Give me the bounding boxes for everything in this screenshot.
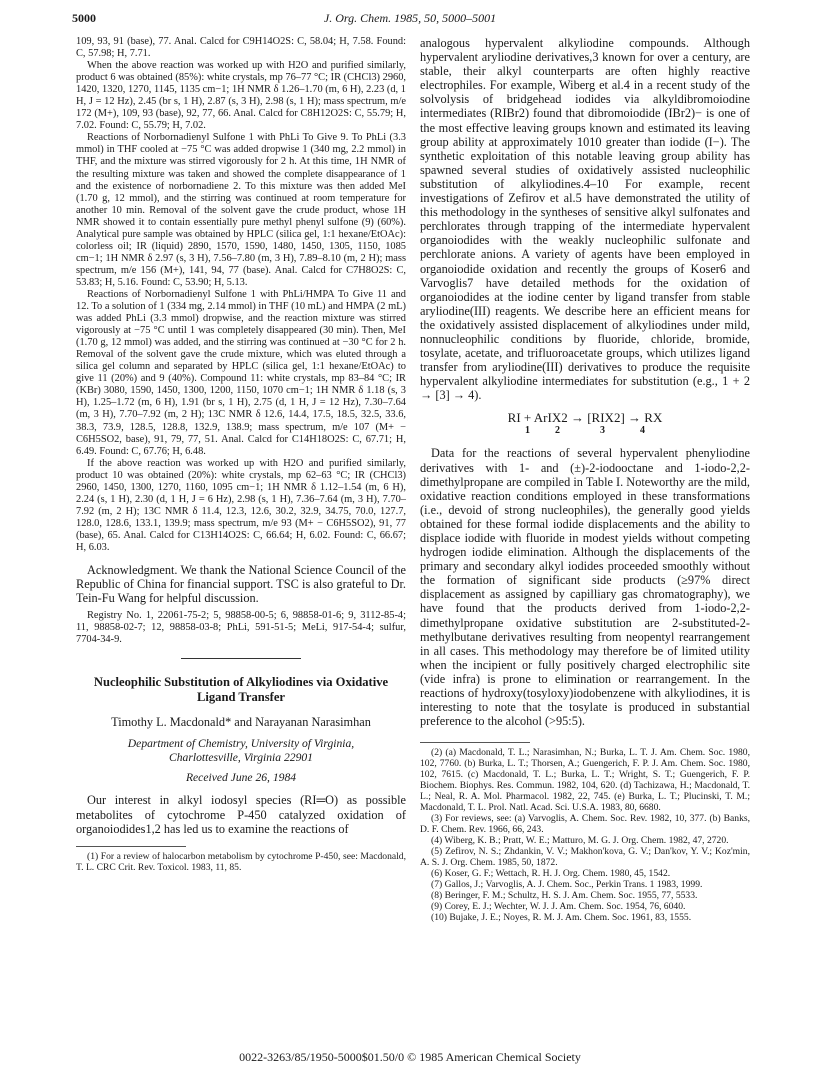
page-number: 5000: [72, 11, 96, 25]
reference-item: (9) Corey, E. J.; Wechter, W. J. J. Am. Chem. Soc. 1954, 76, 6040.: [431, 901, 686, 913]
registry-numbers: Registry No. 1, 22061-75-2; 5, 98858-00-5; 6, 98858-01-6; 9, 3112-85-4; 11, 98858-02-7; 12, 98858-03-8; PhLi, 591-51-5; MeLi, 917-54-4; sulfur, 7704-34-9.: [76, 610, 406, 646]
experimental-paragraph: Reactions of Norbornadienyl Sulfone 1 with PhLi To Give 9. To PhLi (3.3 mmol) in THF cooled at −75 °C was added dropwise 1 (340 mg, 2.2 mmol) in THF, and the mixture was stirred vigorously for 2 h. At this time, 1H NMR of the resulting mixture was taken and showed the complete disappearance of 1 and the existence of norbornadiene 2. To this mixture was then added MeI (1.70 g, 12 mmol), and the stirring was continued at room temperature for another 10 min. Removal of the solvent gave the crude product, whose 1H NMR showed it to contain essentially pure methyl phenyl sulfone (9) (60%). Analytical pure sample was obtained by HPLC (silica gel, 1:1 hexane/EtOAc): colorless oil; IR (liquid) 2890, 1570, 1590, 1480, 1450, 1305, 1150, 1085 cm−1; 1H NMR δ 2.97 (s, 3 H), 7.56–7.80 (m, 3 H), 7.89–8.10 (m, 2 H); mass spectrum, m/e 156 (M+), 141, 94, 77 (base). Anal. Calcd for C7H8O2S: C, 53.83; H, 5.16. Found: C, 53.90; H, 5.13.: [76, 132, 406, 288]
running-header: [72, 11, 748, 27]
body-paragraph: Data for the reactions of several hypervalent phenyliodine derivatives with 1- and (±)-2-iodooctane and 1-iodo-2,2-dimethylpropane are compiled in Table I. Noteworthy are the mild, oxidative reaction conditions employed in these transformations (i.e., devoid of strong nucleophiles), the generally good yields obtained for these formal iodide displacements and the ability to displace iodide with fluoride in modest yields without competing hydrogen iodide elimination. Although the displacements of the primary and secondary alkyl iodides proceeded smoothly without the formation of significant side products (≥97% direct displacement as assigned by capilliary gas chromatography), we have found that the products derived from 1-iodo-2,2-dimethylpropane oxidative substitution are 2-substituted-2-methylbutane derivatives resulting from neopentyl rearrangement in all cases. This methodology may therefore be of limited utility when the incipient or fully positively charged electrophilic site (vide infra) is prone to elimination or rearrangement. In the reactions of hydroxy(tosyloxy)iodobenzene with alkyliodines, it is interesting to note that the tosylate is produced in substantial preference to the alcohol (>95:5).: [420, 446, 750, 729]
footnote-rule: [76, 846, 186, 847]
body-paragraph: analogous hypervalent alkyliodine compounds. Although hypervalent aryliodine derivatives,3 known for over a century, are stable, their alkyl counterparts are often highly reactive electrophiles. For example, Wiberg et al.4 in a recent study of the solvolysis of bridgehead iodides via alkyldibromoiodine intermediates (RIBr2) found that dibromoiodide (IBr2)− is one of the most effective leaving groups known and estimated its leaving group ability at approximately 1010 greater than iodide (I−). The synthetic exploitation of this notable leaving group ability has spawned several studies of oxidatively assisted nucleophilic substitution of alkyliodines.4–10 For example, recent investigations of Zefirov et al.5 have demonstrated the utility of this methodology in the syntheses of sensitive alkyl sulfonates and perchlorates through trapping of the intermediate hypervalent organoiodides with the weakly nucleophilic sulfonate and perchlorate anions. A variety of agents have been employed in organoiodide oxidation and recently the groups of Koser6 and Varvoglis7 have detailed methods for the oxidation of organoiodides at the iodine center by ligand transfer from stable aryliodine(III) reagents. We describe here an efficient means for the oxidatively assisted displacement of alkyliodines under mild, nonnucleophilic conditions by fluoride, chloride, bromide, tosylate, acetate, and trifluoroacetate groups, which utilizes ligand transfer from aryliodine(III) derivatives to produce the requisite hypervalent alkyliodine intermediates for substitution (e.g., 1 + 2 → [3] → 4).: [420, 36, 750, 403]
experimental-paragraph: When the above reaction was worked up with H2O and purified similarly, product 6 was obtained (85%): white crystals, mp 76–77 °C; IR (CHCl3) 2960, 1420, 1320, 1270, 1145, 1135 cm−1; 1H NMR δ 1.26–1.70 (m, 6 H), 2.23 (d, 1 H, J = 12 Hz), 2.45 (br s, 1 H), 2.87 (s, 3 H), 2.98 (s, 1 H); mass spectrum, m/e 172 (M+), 109, 93 (base), 92, 77, 66. Anal. Calcd for C8H12O2S: C, 55.79; H, 7.02. Found: C, 55.79; H, 7.02.: [76, 60, 406, 132]
page-footer: 0022-3263/85/1950-5000$01.50/0 © 1985 American Chemical Society: [239, 1050, 581, 1064]
left-column: [76, 36, 406, 873]
reference-item: (6) Koser, G. F.; Wettach, R. H. J. Org. Chem. 1980, 45, 1542.: [431, 868, 671, 880]
footnote-rule: [420, 742, 530, 743]
experimental-paragraph: Reactions of Norbornadienyl Sulfone 1 with PhLi/HMPA To Give 11 and 12. To a solution of 1 (334 mg, 2.14 mmol) in THF (10 mL) and HMPA (2 mL) was added PhLi (3.3 mmol) dropwise, and the reaction mixture was stirred vigorously at −75 °C until 1 was completely disappeared (30 min). Then, MeI (1.70 g, 12 mmol) was added, and the stirring was continued at −30 °C for 2 h. Removal of the solvent gave the crude mixture, which was eluted through a silica gel column and separated by HPLC (silica gel, 1:1 hexane/EtOAc) to give 11 (20%) and 9 (40%). Compound 11: white crystals, mp 83–84 °C; IR (KBr) 3080, 1590, 1450, 1300, 1200, 1150, 1070 cm−1; 1H NMR δ 1.18 (s, 3 H), 1.25–1.72 (m, 6 H), 1.91 (br s, 1 H), 2.75 (d, 1 H, J = 12 Hz), 7.30–7.64 (m, 3 H), 7.70–7.92 (m, 2 H); 13C NMR δ 12.6, 14.4, 17.5, 18.5, 32.5, 33.6, 38.3, 73.9, 128.5, 128.8, 132.9, 138.9; mass spectrum, m/e 107 (M+ − C6H5SO2, base), 91, 79, 77, 51. Anal. Calcd for C14H18O2S: C, 67.71; H, 6.49. Found: C, 67.76; H, 6.48.: [76, 288, 406, 457]
reference-item: (10) Bujake, J. E.; Noyes, R. M. J. Am. Chem. Soc. 1961, 83, 1555.: [431, 912, 692, 924]
experimental-paragraph: 109, 93, 91 (base), 77. Anal. Calcd for C9H14O2S: C, 58.04; H, 7.58. Found: C, 57.98; H, 7.71.: [76, 36, 406, 60]
affiliation-line: Charlottesville, Virginia 22901: [169, 750, 313, 764]
affiliation-line: Department of Chemistry, University of Virginia,: [127, 737, 355, 751]
journal-citation: J. Org. Chem. 1985, 50, 5000–5001: [323, 11, 497, 25]
right-column: [420, 36, 750, 923]
article-authors: Timothy L. Macdonald* and Narayanan Narasimhan: [111, 715, 371, 730]
article-title: Nucleophilic Substitution of Alkyliodines via Oxidative Ligand Transfer: [93, 675, 389, 705]
reference-item: (5) Zefirov, N. S.; Zhdankin, V. V.; Makhon'kova, G. V.; Dan'kov, Y. V.; Koz'min, A. S. J. Org. Chem. 1985, 50, 1872.: [420, 846, 750, 869]
reference-item: (8) Beringer, F. M.; Schultz, H. S. J. Am. Chem. Soc. 1955, 77, 5533.: [431, 890, 698, 902]
section-divider: [181, 658, 301, 659]
experimental-section: [76, 36, 406, 554]
author-affiliation: [76, 737, 406, 764]
reference-item: (2) (a) Macdonald, T. L.; Narasimhan, N.; Burka, L. T. J. Am. Chem. Soc. 1980, 102, 7760. (b) Burka, L. T.; Thorsen, A.; Guengerich, F. P. J. Am. Chem. Soc. 1980, 102, 7615. (c) Macdonald, T. L.; Burka, L. T.; Wright, S. T.; Guengerich, F. P. Biochem. Biophys. Res. Commun. 1982, 104, 620. (d) Tachizawa, H.; Macdonald, T. L.; Neal, R. A. Mol. Pharmacol. 1982, 22, 745. (e) Burka, L. T.; Plucinski, T. M.; Macdonald, T. L. Prol. Natl. Acad. Sci. U.S.A. 1983, 80, 6680.: [420, 747, 750, 814]
reaction-equation: RI + ArIX2 → [RIX2] → RX: [507, 410, 663, 426]
equation-compound-numbers: 1 2 3 4: [525, 425, 645, 437]
reference-item: (3) For reviews, see: (a) Varvoglis, A. Chem. Soc. Rev. 1982, 10, 377. (b) Banks, D. F. Chem. Rev. 1966, 66, 243.: [420, 813, 750, 836]
footnote-1: (1) For a review of halocarbon metabolism by cytochrome P-450, see: Macdonald, T. L. CRC Crit. Rev. Toxicol. 1983, 11, 85.: [76, 850, 406, 873]
reference-item: (4) Wiberg, K. B.; Pratt, W. E.; Matturo, M. G. J. Org. Chem. 1982, 47, 2720.: [431, 835, 729, 847]
acknowledgment: Acknowledgment. We thank the National Science Council of the Republic of China for financial support. TSC is also grateful to Dr. Tein-Fu Wang for helpful discussion.: [76, 563, 406, 606]
reference-item: (7) Gallos, J.; Varvoglis, A. J. Chem. Soc., Perkin Trans. 1 1983, 1999.: [431, 879, 703, 891]
references-list: [420, 747, 750, 923]
intro-paragraph: Our interest in alkyl iodosyl species (RI═O) as possible metabolites of cytochrome P-450 catalyzed oxidation of organoiodides1,2 has led us to examine the reactions of: [76, 793, 406, 836]
received-date: Received June 26, 1984: [185, 771, 297, 785]
experimental-paragraph: If the above reaction was worked up with H2O and purified similarly, product 10 was obtained (20%): white crystals, mp 62–63 °C; IR (CHCl3) 2960, 1450, 1300, 1270, 1160, 1095 cm−1; 1H NMR δ 1.12–1.54 (m, 6 H), 2.24 (s, 1 H), 2.30 (d, 1 H, J = 6 Hz), 2.98 (s, 1 H), 7.36–7.64 (m, 3 H), 7.70–7.92 (m, 2 H); 13C NMR δ 11.4, 12.3, 12.6, 30.2, 32.9, 34.75, 70.0, 127.7, 128.0, 128.6, 133.1, 139.9; mass spectrum, m/e 93 (M+ − C6H5SO2), 91, 77 (base), 65. Anal. Calcd for C13H14O2S: C, 66.64; H, 6.02. Found: C, 66.67; H, 6.03.: [76, 457, 406, 553]
